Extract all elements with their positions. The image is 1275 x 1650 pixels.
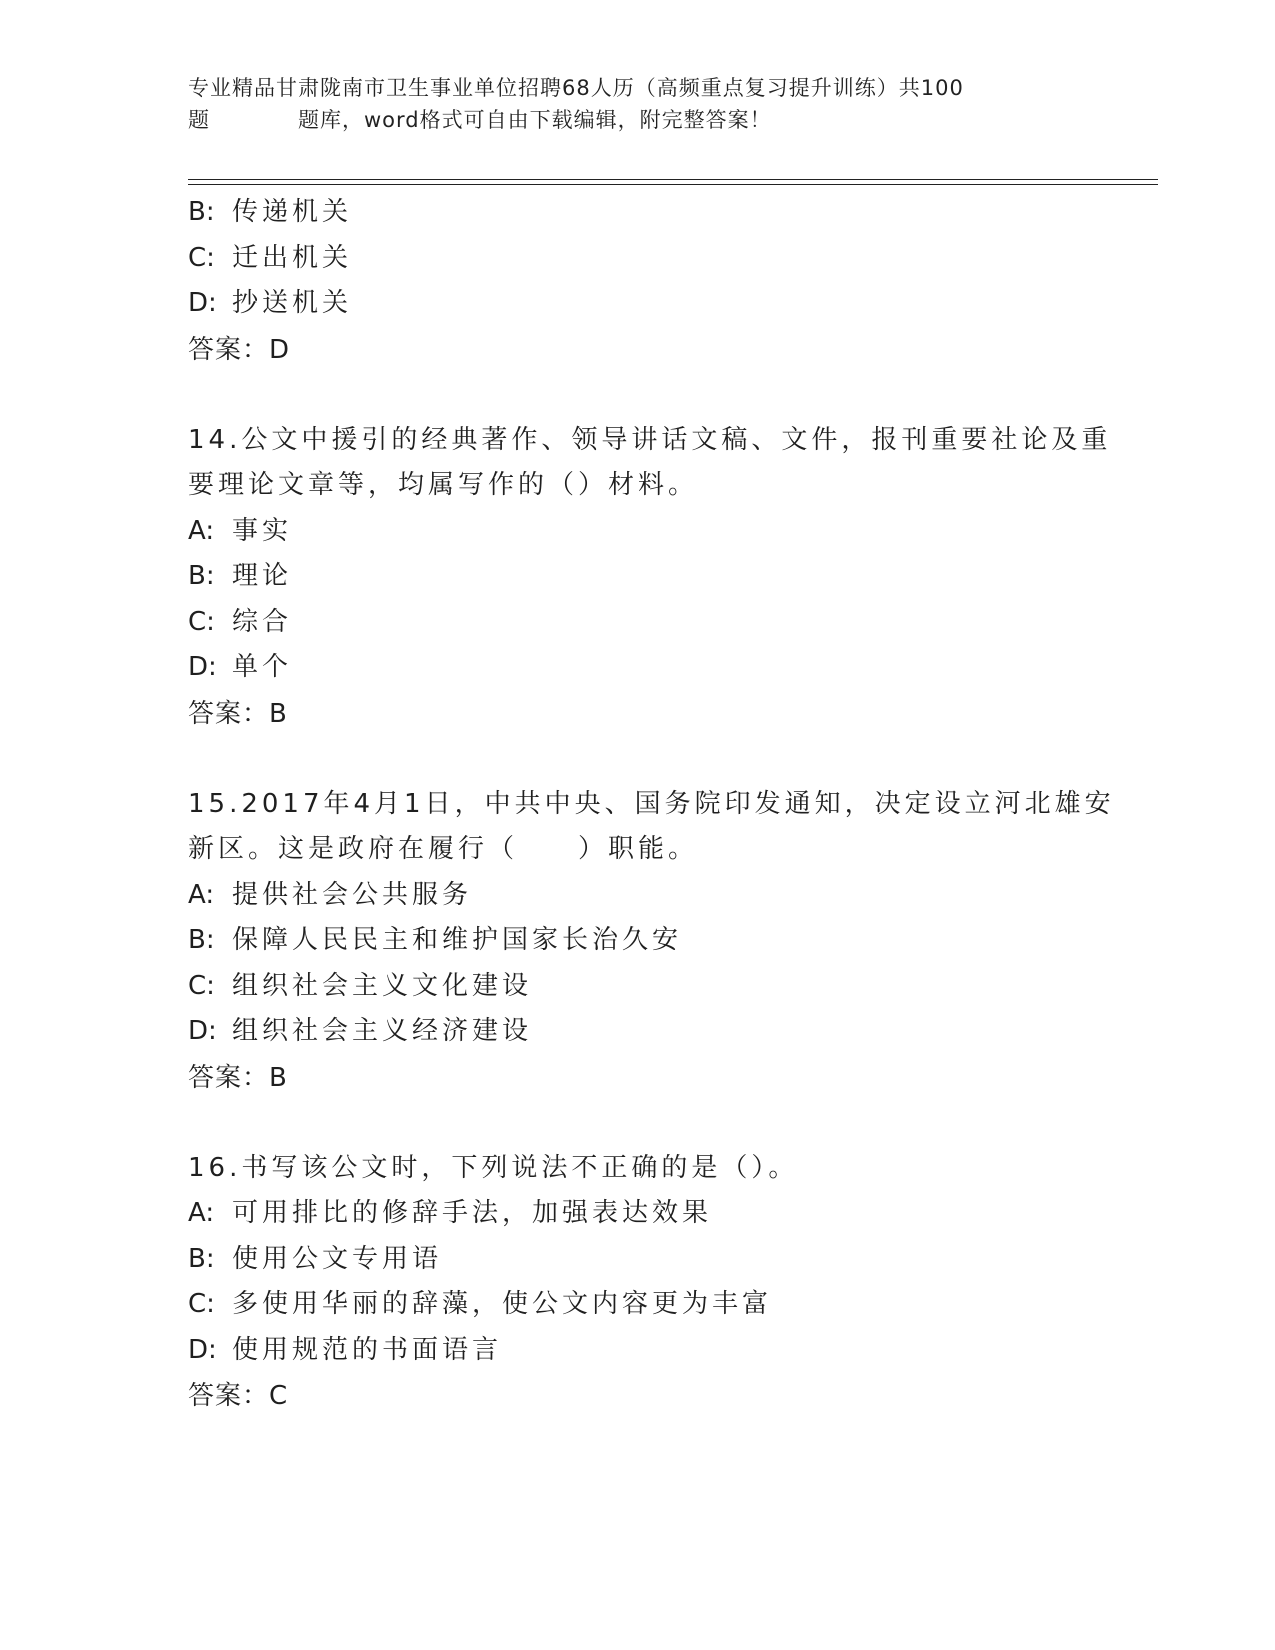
option-b — [188, 1237, 1088, 1283]
question-text-line: 新区。这是政府在履行（ ）职能。 — [188, 834, 699, 864]
option-text: 使用规范的书面语言 — [232, 1334, 503, 1365]
spacer — [188, 373, 1088, 418]
option-c — [188, 236, 1088, 282]
option-key: B: — [188, 1243, 215, 1274]
option-text: 理论 — [232, 561, 293, 591]
spacer — [188, 737, 1088, 782]
question-text-line: 15.2017年4月1日，中共中央、国务院印发通知，决定设立河北雄安 — [188, 788, 1115, 819]
option-a — [188, 509, 1088, 555]
option-a — [188, 873, 1088, 919]
option-key: C: — [188, 970, 215, 1001]
option-a — [188, 1191, 1088, 1237]
continued-question — [188, 190, 1088, 373]
option-key: B: — [188, 925, 215, 955]
question-14 — [188, 418, 1112, 737]
question-text-line: 14.公文中援引的经典著作、领导讲话文稿、文件，报刊重要社论及重 — [188, 424, 1112, 455]
option-text: 抄送机关 — [232, 288, 353, 318]
option-text: 使用公文专用语 — [232, 1243, 443, 1274]
option-c — [188, 1282, 1088, 1328]
option-text: 提供社会公共服务 — [232, 879, 473, 910]
header-divider-bottom — [188, 184, 1158, 185]
header-title-line-2-left: 题 — [188, 108, 210, 132]
option-d — [188, 1328, 1088, 1374]
document-header — [188, 72, 1068, 136]
question-16 — [188, 1146, 1088, 1420]
option-c — [188, 964, 1088, 1010]
header-divider-top — [188, 179, 1158, 180]
option-b — [188, 190, 1088, 236]
option-text: 保障人民民主和维护国家长治久安 — [232, 925, 683, 955]
option-text: 组织社会主义经济建设 — [232, 1016, 533, 1046]
option-b — [188, 554, 1088, 600]
option-text: 综合 — [232, 606, 293, 637]
question-15 — [188, 782, 1115, 1101]
option-key: A: — [188, 515, 215, 546]
option-text: 可用排比的修辞手法，加强表达效果 — [232, 1198, 713, 1228]
header-title-line-1: 专业精品甘肃陇南市卫生事业单位招聘68人历（高频重点复习提升训练）共100 — [188, 76, 964, 100]
option-key: C: — [188, 242, 215, 273]
option-d — [188, 645, 1088, 691]
option-key: B: — [188, 197, 215, 227]
option-d — [188, 1009, 1088, 1055]
header-title-line-2-right: 题库，word格式可自由下载编辑，附完整答案！ — [298, 108, 772, 132]
option-key: D: — [188, 1016, 217, 1046]
option-key: D: — [188, 652, 217, 682]
option-key: C: — [188, 606, 215, 637]
answer-line: 答案：B — [188, 1062, 288, 1093]
header-title-line-2 — [188, 104, 1068, 136]
option-key: A: — [188, 879, 215, 910]
option-text: 组织社会主义文化建设 — [232, 970, 533, 1001]
option-key: D: — [188, 1334, 217, 1365]
option-text: 迁出机关 — [232, 242, 353, 273]
option-key: A: — [188, 1198, 215, 1228]
option-text: 多使用华丽的辞藻，使公文内容更为丰富 — [232, 1289, 773, 1319]
header-gap — [210, 104, 298, 136]
option-c — [188, 600, 1088, 646]
answer-line: 答案：B — [188, 698, 288, 729]
option-text: 传递机关 — [232, 197, 353, 227]
spacer — [188, 1101, 1088, 1146]
option-key: B: — [188, 561, 215, 591]
option-key: C: — [188, 1289, 215, 1319]
question-text-line: 16.书写该公文时，下列说法不正确的是（）。 — [188, 1152, 799, 1183]
option-text: 事实 — [232, 515, 293, 546]
option-key: D: — [188, 288, 217, 318]
question-text-line: 要理论文章等，均属写作的（）材料。 — [188, 470, 699, 500]
option-d — [188, 281, 1088, 327]
option-b — [188, 918, 1088, 964]
option-text: 单个 — [232, 652, 293, 682]
answer-line: 答案：C — [188, 1381, 289, 1411]
question-content — [188, 190, 1115, 1419]
answer-line: 答案：D — [188, 334, 291, 365]
